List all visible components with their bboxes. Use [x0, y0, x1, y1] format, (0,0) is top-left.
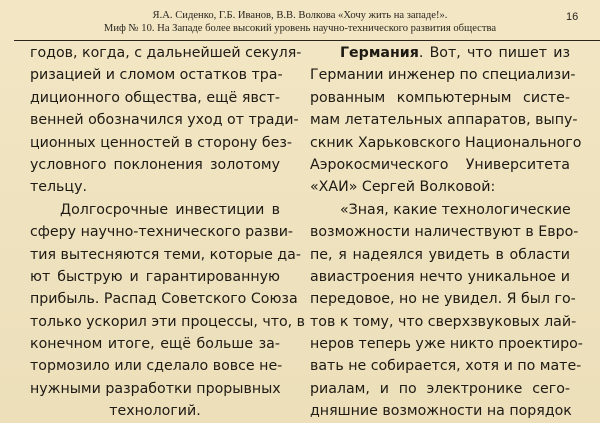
text-line: сферу научно-технического разви-	[30, 224, 294, 241]
text-line: ционных ценностей в сторону без-	[30, 134, 292, 151]
text-line: «ХАИ» Сергей Волковой:	[310, 179, 496, 196]
text-line: тормозило или сделало вовсе не-	[30, 358, 283, 375]
text-fragment: . Вот, что пишет из	[418, 45, 570, 61]
text-line: «Зная, какие технологические	[340, 201, 571, 218]
text-line: неров теперь уже никто проектиро-	[310, 336, 583, 353]
text-line: нужными разработки прорывных	[30, 380, 281, 397]
page-number: 16	[566, 11, 579, 23]
header-authors-title: Я.А. Сиденко, Г.Б. Иванов, В.В. Волкова «Хочу жить на западе!».	[152, 10, 448, 21]
text-line: Германии инженер по специализи-	[310, 67, 576, 84]
running-header	[40, 9, 560, 35]
text-line: тия вытесняются теми, которые да-	[30, 246, 301, 263]
text-line: скник Харьковского Национального	[310, 134, 582, 151]
country-heading: Германия	[340, 45, 419, 61]
text-line: ризацией и сломом остатков тра-	[30, 67, 283, 84]
text-line: диционного общества, ещё явст-	[30, 89, 280, 106]
text-line: тов к тому, что сверхзвуковых лай-	[310, 313, 577, 330]
text-line: тельцу.	[30, 179, 87, 196]
text-line: технологий.	[109, 403, 201, 420]
text-line: авиастроения нечто уникальное и	[310, 268, 570, 285]
text-line: Долгосрочные инвестиции в	[60, 201, 280, 218]
text-line: рованным компьютерным систе-	[310, 89, 570, 106]
text-line: передовое, но не увидел. Я был го-	[310, 291, 576, 308]
text-line: конечном итоге, ещё больше за-	[30, 336, 280, 353]
text-line: вать не собирается, хотя и по мате-	[310, 358, 582, 375]
text-line: ют быструю и гарантированную	[30, 268, 280, 285]
text-line	[310, 42, 570, 64]
right-column	[310, 42, 583, 423]
text-line: только ускорил эти процессы, что, в	[30, 313, 306, 330]
text-line: дняшние возможности на порядок	[310, 403, 572, 420]
text-line: годов, когда, с дальнейшей секуля-	[30, 45, 302, 61]
text-line: венней обозначился уход от тради-	[30, 112, 299, 129]
header-rule	[14, 40, 600, 41]
text-line: риалам, и по электронике сего-	[310, 380, 570, 397]
text-line: Аэрокосмического Университета	[310, 156, 570, 173]
text-line: прибыль. Распад Советского Союза	[30, 291, 298, 308]
text-line: пе, я надеялся увидеть в области	[310, 246, 570, 263]
text-line: условного поклонения золотому	[30, 156, 280, 173]
left-column	[30, 42, 306, 423]
text-line: возможности наличествуют в Евро-	[310, 224, 579, 241]
header-myth-title: Миф № 10. На Западе более высокий уровень научно-технического развития общества	[103, 23, 497, 34]
text-line: мам летательных аппаратов, выпу-	[310, 112, 578, 129]
